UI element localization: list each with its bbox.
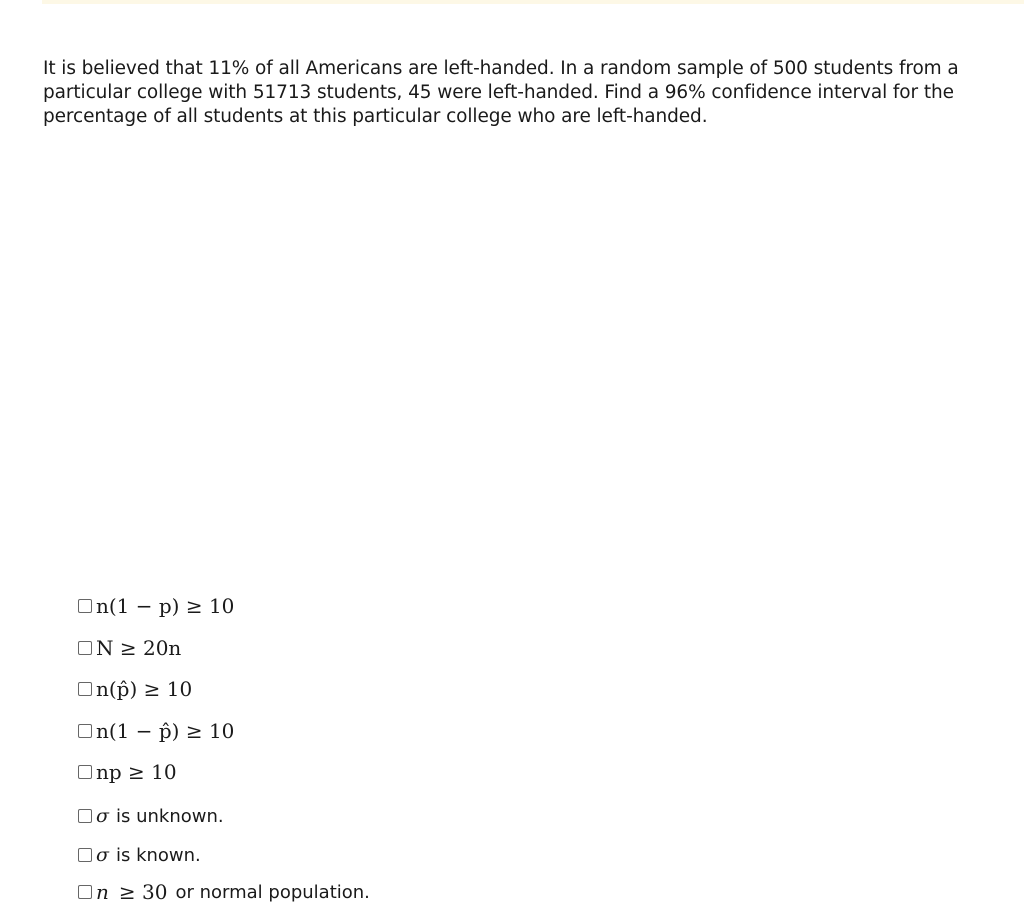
option-sigma-unknown[interactable] [78,805,224,827]
checkbox[interactable] [78,848,92,862]
option-math: n(p̂) ≥ 10 [96,677,193,701]
option-np[interactable] [78,760,177,784]
checkbox[interactable] [78,599,92,613]
option-n-phat[interactable] [78,677,192,701]
checkbox[interactable] [78,724,92,738]
option-math: n(1 − p) ≥ 10 [96,594,235,618]
option-math: N ≥ 20n [96,636,182,660]
checkbox[interactable] [78,641,92,655]
option-n-ge-30[interactable] [78,880,370,904]
option-N-ge-20n[interactable] [78,636,181,660]
checkbox[interactable] [78,885,92,899]
checkbox[interactable] [78,809,92,823]
option-n-one-minus-p[interactable] [78,594,234,618]
option-text: or normal population. [175,881,370,903]
option-n-one-minus-phat[interactable] [78,719,234,743]
top-strip [42,0,1024,4]
sigma-symbol: σ [96,805,109,827]
n-symbol: n [96,880,109,904]
option-math: n(1 − p̂) ≥ 10 [96,719,235,743]
option-text: is unknown. [115,805,224,827]
question-text: It is believed that 11% of all Americans are left-handed. In a random sample of 500 students from a particular college with 51713 students, 45 were left-handed. Find a 96% confidence interval for the percentage of all students at this particular college who are left-handed. [43,57,959,127]
sigma-symbol: σ [96,844,109,866]
option-sigma-known[interactable] [78,844,201,866]
checkbox[interactable] [78,682,92,696]
checkbox[interactable] [78,765,92,779]
option-math: ≥ 30 [118,880,168,904]
option-math: np ≥ 10 [96,760,177,784]
option-text: is known. [115,844,201,866]
